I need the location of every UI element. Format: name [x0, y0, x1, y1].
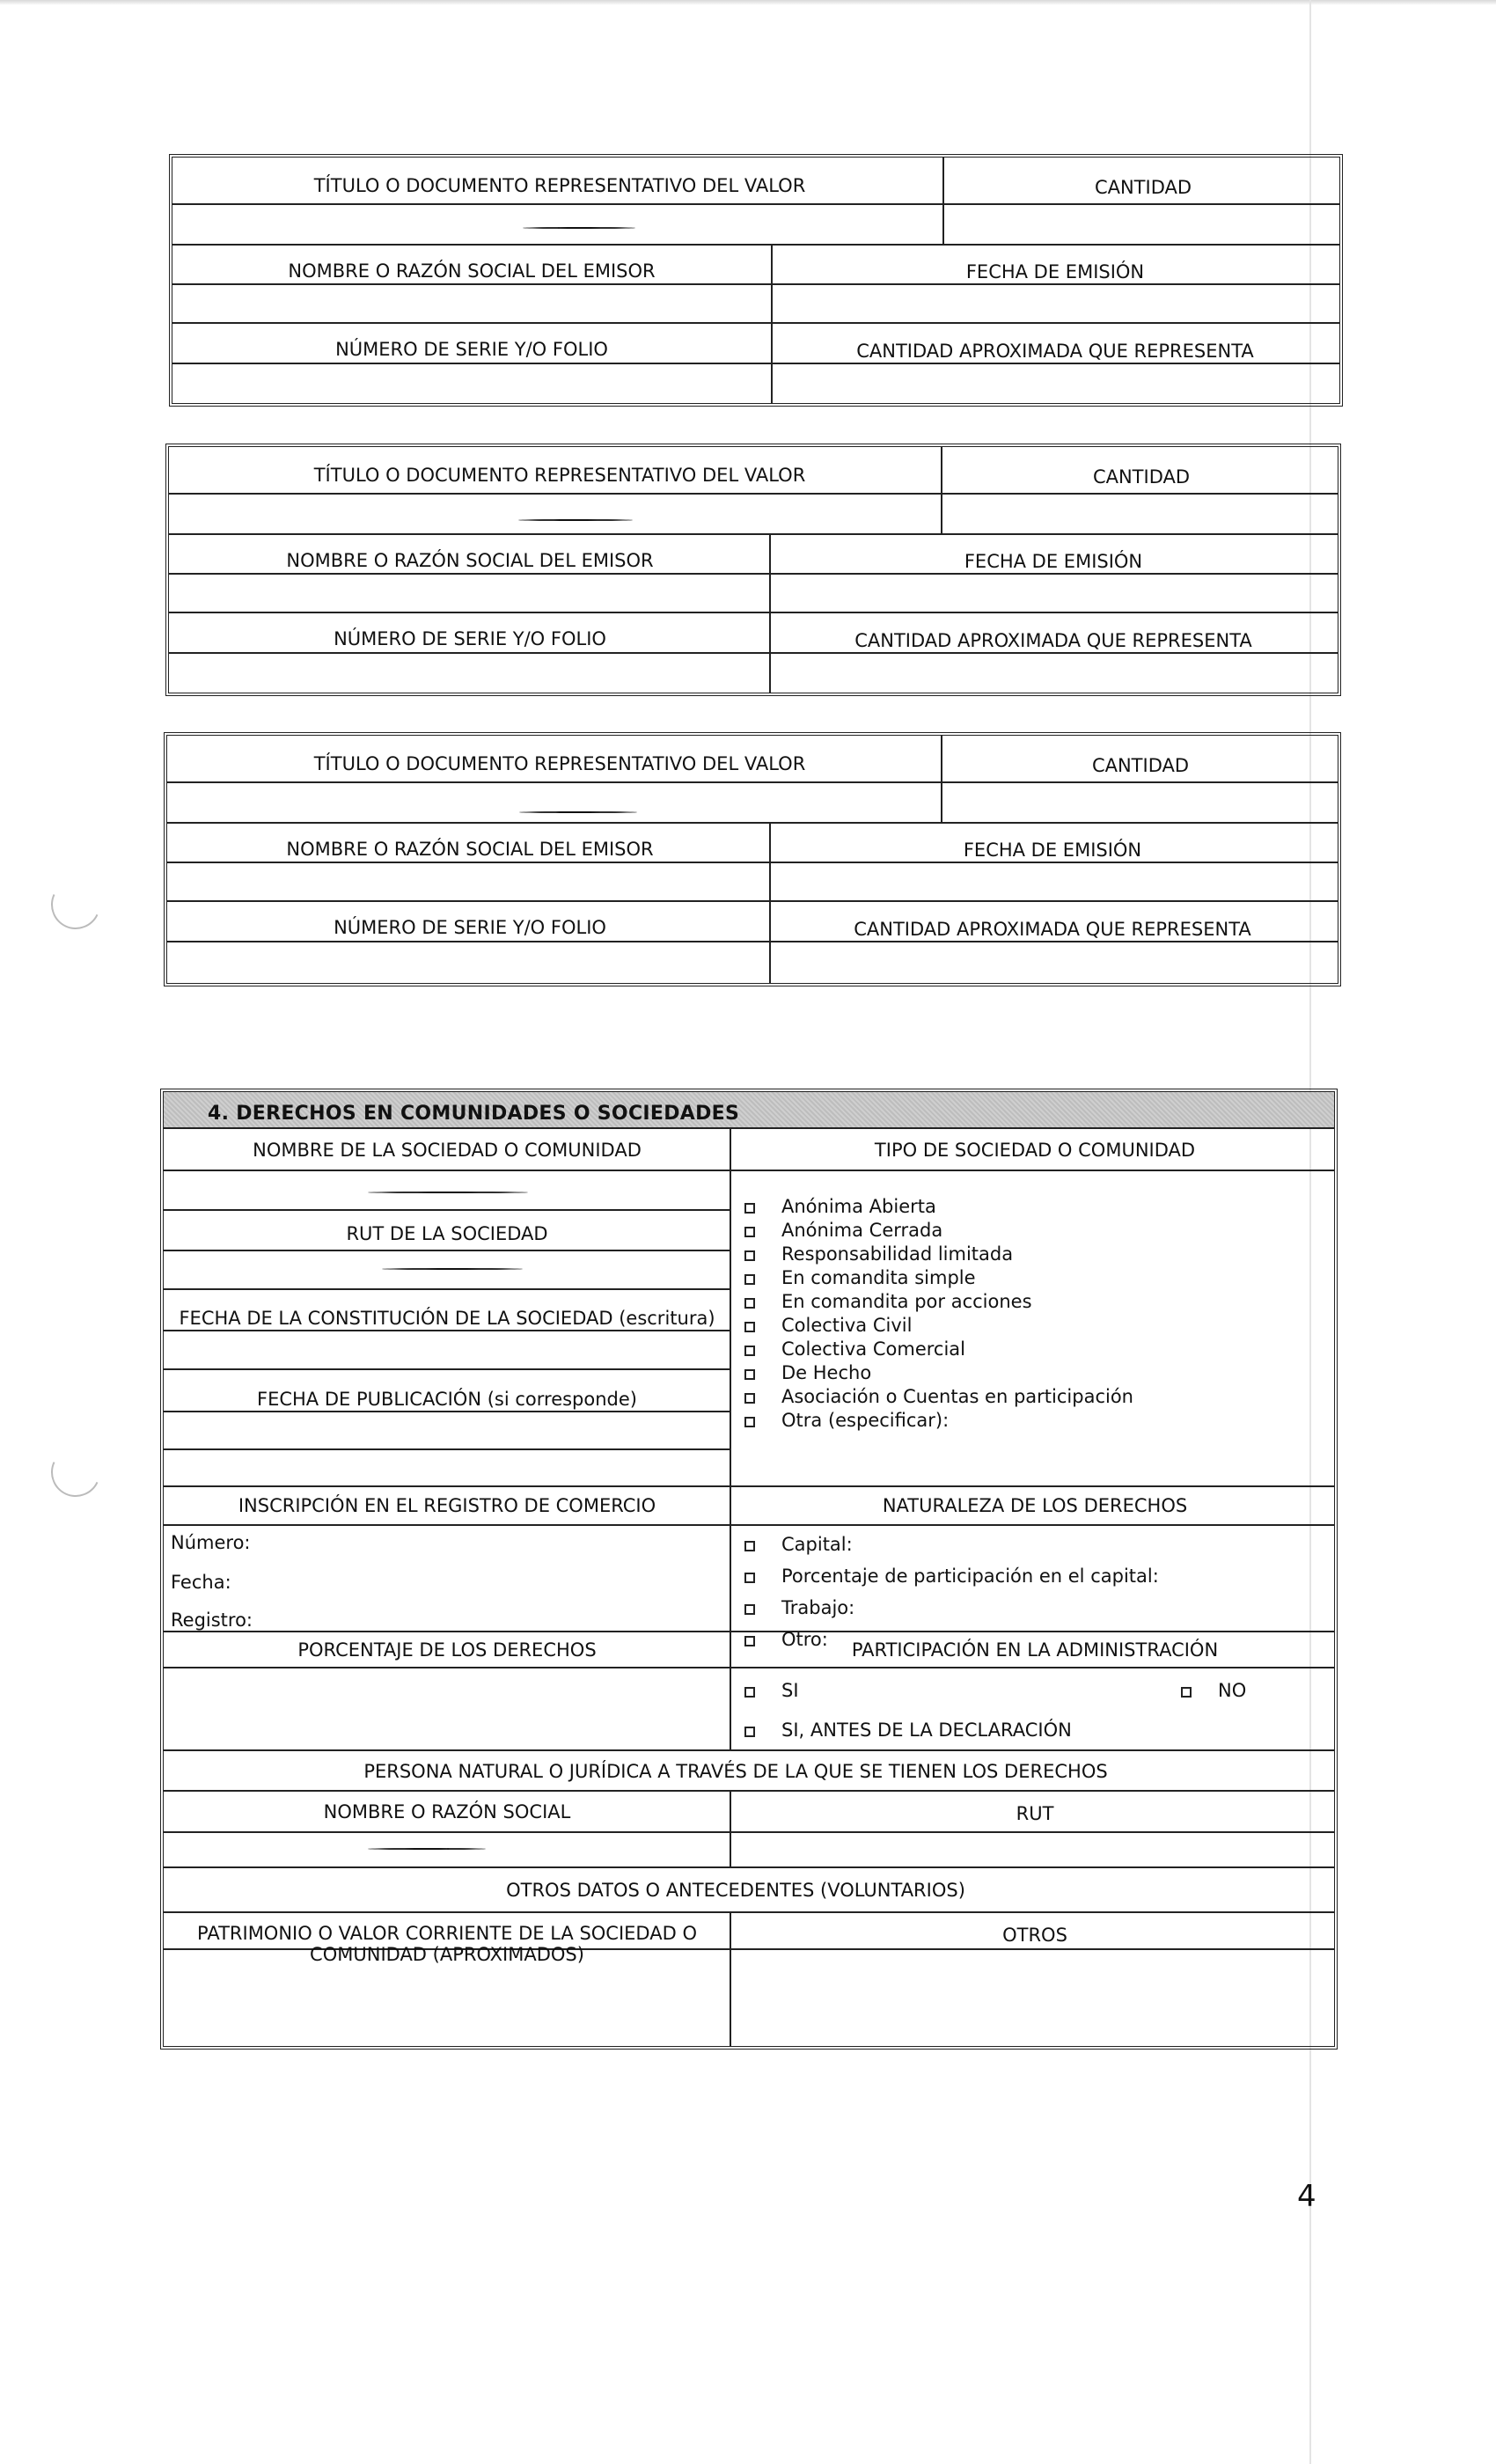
patrimonio-label-line2: COMUNIDAD (APROXIMADOS) — [310, 1944, 584, 1965]
checkbox-asociacion-cuentas[interactable]: Asociación o Cuentas en participación — [744, 1386, 1133, 1407]
inscripcion-label: INSCRIPCIÓN EN EL REGISTRO DE COMERCIO — [238, 1495, 656, 1516]
fecha-field: Fecha: — [171, 1572, 231, 1593]
cantidad-label: CANTIDAD — [1094, 177, 1192, 198]
checkbox-otra[interactable]: Otra (especificar): — [744, 1410, 949, 1431]
fecha-constitucion-label: FECHA DE LA CONSTITUCIÓN DE LA SOCIEDAD (escritura) — [179, 1308, 715, 1329]
cantidad-aprox-label: CANTIDAD APROXIMADA QUE REPRESENTA — [854, 630, 1252, 651]
cantidad-aprox-label: CANTIDAD APROXIMADA QUE REPRESENTA — [856, 341, 1254, 362]
emisor-label: NOMBRE O RAZÓN SOCIAL DEL EMISOR — [286, 550, 654, 571]
checkbox-otro[interactable]: Otro: — [744, 1629, 828, 1650]
section-title: 4. DERECHOS EN COMUNIDADES O SOCIEDADES — [208, 1103, 740, 1125]
cantidad-aprox-label: CANTIDAD APROXIMADA QUE REPRESENTA — [854, 919, 1251, 940]
checkbox-anonima-abierta[interactable]: Anónima Abierta — [744, 1196, 936, 1217]
checkbox-capital[interactable]: Capital: — [744, 1534, 853, 1555]
titulo-label: TÍTULO O DOCUMENTO REPRESENTATIVO DEL VALOR — [313, 465, 806, 486]
checkbox-responsabilidad-limitada[interactable]: Responsabilidad limitada — [744, 1243, 1013, 1265]
fecha-emision-label: FECHA DE EMISIÓN — [965, 261, 1145, 282]
checkbox-si[interactable]: SI — [744, 1680, 799, 1701]
serie-label: NÚMERO DE SERIE Y/O FOLIO — [334, 628, 606, 649]
nombre-sociedad-label: NOMBRE DE LA SOCIEDAD O COMUNIDAD — [253, 1140, 642, 1161]
checkbox-colectiva-comercial[interactable]: Colectiva Comercial — [744, 1338, 965, 1360]
fecha-emision-label: FECHA DE EMISIÓN — [964, 551, 1143, 572]
handwritten-dash — [523, 227, 635, 229]
checkbox-porcentaje-participacion[interactable]: Porcentaje de participación en el capital: — [744, 1566, 1159, 1587]
handwritten-dash — [519, 811, 637, 813]
cantidad-label: CANTIDAD — [1092, 466, 1191, 488]
persona-natural-label: PERSONA NATURAL O JURÍDICA A TRAVÉS DE LA QUE SE TIENEN LOS DERECHOS — [363, 1761, 1108, 1782]
serie-label: NÚMERO DE SERIE Y/O FOLIO — [334, 917, 606, 938]
handwritten-dash — [368, 1192, 528, 1193]
section-header — [164, 1092, 1334, 1129]
checkbox-de-hecho[interactable]: De Hecho — [744, 1362, 871, 1383]
numero-field: Número: — [171, 1532, 251, 1553]
rut-sociedad-label: RUT DE LA SOCIEDAD — [346, 1223, 548, 1244]
checkbox-no[interactable]: NO — [1181, 1680, 1246, 1701]
titulo-label: TÍTULO O DOCUMENTO REPRESENTATIVO DEL VALOR — [313, 175, 806, 196]
cantidad-label: CANTIDAD — [1091, 755, 1190, 776]
fecha-emision-label: FECHA DE EMISIÓN — [963, 840, 1142, 861]
checkbox-si-antes[interactable]: SI, ANTES DE LA DECLARACIÓN — [744, 1720, 1072, 1741]
serie-label: NÚMERO DE SERIE Y/O FOLIO — [335, 339, 608, 360]
punch-hole — [44, 1441, 107, 1504]
nombre-razon-social-label: NOMBRE O RAZÓN SOCIAL — [323, 1801, 571, 1822]
rut-label: RUT — [1016, 1803, 1054, 1824]
page-number: 4 — [1297, 2179, 1316, 2214]
titulo-label: TÍTULO O DOCUMENTO REPRESENTATIVO DEL VALOR — [313, 753, 806, 774]
registro-field: Registro: — [171, 1610, 253, 1631]
valor-block-1 — [169, 154, 1343, 407]
tipo-sociedad-label: TIPO DE SOCIEDAD O COMUNIDAD — [874, 1140, 1196, 1161]
valor-block-2 — [165, 444, 1341, 696]
fecha-publicacion-label: FECHA DE PUBLICACIÓN (si corresponde) — [257, 1389, 637, 1410]
handwritten-dash — [518, 519, 633, 521]
scan-top-edge — [0, 0, 1496, 5]
handwritten-dash — [382, 1268, 523, 1270]
emisor-label: NOMBRE O RAZÓN SOCIAL DEL EMISOR — [288, 260, 656, 282]
checkbox-colectiva-civil[interactable]: Colectiva Civil — [744, 1315, 912, 1336]
otros-label: OTROS — [1002, 1925, 1067, 1946]
checkbox-comandita-acciones[interactable]: En comandita por acciones — [744, 1291, 1032, 1312]
checkbox-trabajo[interactable]: Trabajo: — [744, 1597, 854, 1618]
patrimonio-label-line1: PATRIMONIO O VALOR CORRIENTE DE LA SOCIEDAD O — [197, 1923, 697, 1944]
participacion-label: PARTICIPACIÓN EN LA ADMINISTRACIÓN — [851, 1639, 1219, 1661]
checkbox-comandita-simple[interactable]: En comandita simple — [744, 1267, 976, 1288]
punch-hole — [44, 873, 107, 936]
naturaleza-label: NATURALEZA DE LOS DERECHOS — [882, 1495, 1188, 1516]
porcentaje-label: PORCENTAJE DE LOS DERECHOS — [297, 1639, 597, 1661]
otros-datos-label: OTROS DATOS O ANTECEDENTES (VOLUNTARIOS) — [506, 1880, 965, 1901]
checkbox-anonima-cerrada[interactable]: Anónima Cerrada — [744, 1220, 942, 1241]
valor-block-3 — [164, 732, 1341, 986]
emisor-label: NOMBRE O RAZÓN SOCIAL DEL EMISOR — [286, 839, 654, 860]
section-4-derechos — [160, 1089, 1338, 2050]
handwritten-dash — [368, 1848, 486, 1850]
